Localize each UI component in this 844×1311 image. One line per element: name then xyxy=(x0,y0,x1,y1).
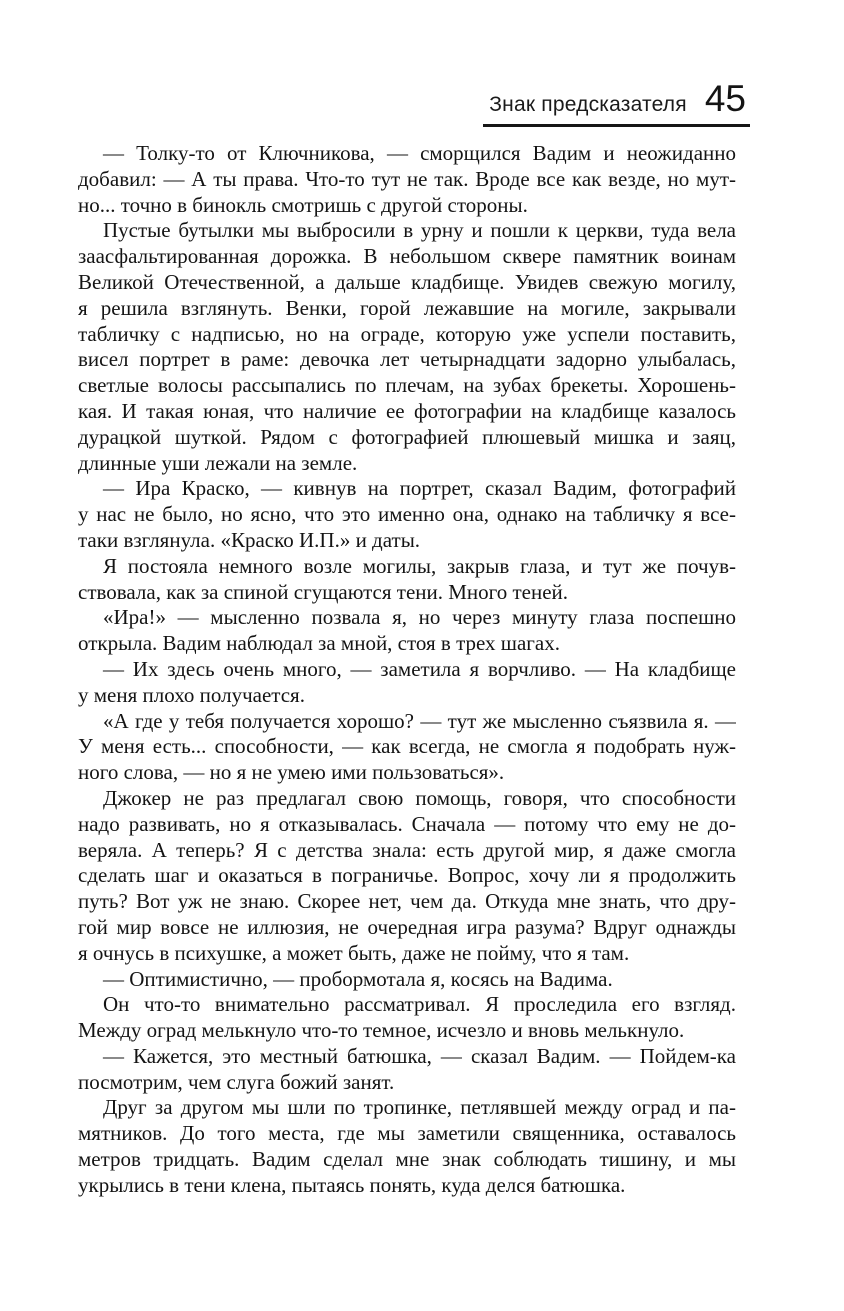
text-line: посмотрим, чем слуга божий занят. xyxy=(78,1069,395,1094)
text-line: табличку с надписью, но на ограде, которую уже успели поставить, xyxy=(78,321,736,346)
page-number: 45 xyxy=(704,78,746,119)
text-line: заасфальтированная дорожка. В небольшом сквере памятник воинам xyxy=(78,244,736,269)
text-line: сделать шаг и оказаться в пограничье. Вопрос, хочу ли я продолжить xyxy=(78,863,736,888)
text-line: путь? Вот уж не знаю. Скорее нет, чем да. Откуда мне знать, что дру- xyxy=(78,889,736,914)
text-line: мятников. До того места, где мы заметили священника, оставалось xyxy=(78,1121,736,1146)
paragraph xyxy=(78,1095,736,1198)
text-line: висел портрет в раме: девочка лет четырнадцати задорно улыбалась, xyxy=(78,347,736,372)
text-line: — Кажется, это местный батюшка, — сказал Вадим. — Пойдем-ка xyxy=(103,1043,736,1068)
text-line: у нас не было, но ясно, что это именно она, однако на табличку я все- xyxy=(78,502,736,527)
paragraph xyxy=(78,476,736,553)
text-line: — Оптимистично, — пробормотала я, косясь на Вадима. xyxy=(103,966,613,991)
paragraph xyxy=(78,141,736,218)
text-line: я решила взглянуть. Венки, горой лежавшие на могиле, закрывали xyxy=(78,295,736,320)
paragraph xyxy=(78,605,736,657)
text-line: — Их здесь очень много, — заметила я ворчливо. — На кладбище xyxy=(103,656,736,681)
text-line: Я постояла немного возле могилы, закрыв глаза, и тут же почув- xyxy=(103,553,736,578)
text-line: Великой Отечественной, а дальше кладбище. Увидев свежую могилу, xyxy=(78,269,736,294)
paragraph xyxy=(78,709,736,786)
text-line: Друг за другом мы шли по тропинке, петлявшей между оград и па- xyxy=(103,1095,736,1120)
paragraph xyxy=(78,786,736,967)
paragraph xyxy=(78,554,736,606)
text-line: веряла. А теперь? Я с детства знала: есть другой мир, я даже смогла xyxy=(78,837,736,862)
paragraph xyxy=(78,967,736,993)
text-line: длинные уши лежали на земле. xyxy=(78,450,358,475)
paragraph xyxy=(78,218,736,476)
text-line: я очнусь в психушке, а может быть, даже не пойму, что я там. xyxy=(78,940,630,965)
running-head xyxy=(483,80,750,127)
text-line: у меня плохо получается. xyxy=(78,682,305,707)
text-line: Пустые бутылки мы выбросили в урну и пошли к церкви, туда вела xyxy=(103,218,736,243)
text-line: кая. И такая юная, что наличие ее фотографии на кладбище казалось xyxy=(78,398,736,423)
text-line: дурацкой шуткой. Рядом с фотографией плюшевый мишка и заяц, xyxy=(78,424,736,449)
text-line: добавил: — А ты права. Что-то тут не так. Вроде все как везде, но мут- xyxy=(78,166,736,191)
text-line: — Толку-то от Ключникова, — сморщился Вадим и неожиданно xyxy=(103,141,736,165)
text-line: Он что-то внимательно рассматривал. Я проследила его взгляд. xyxy=(103,992,736,1017)
text-line: У меня есть... способности, — как всегда, не смогла я подобрать нуж- xyxy=(78,734,736,759)
text-line: «Ира!» — мысленно позвала я, но через минуту глаза поспешно xyxy=(103,605,736,630)
text-line: укрылись в тени клена, пытаясь понять, куда делся батюшка. xyxy=(78,1172,626,1197)
paragraph xyxy=(78,657,736,709)
text-line: светлые волосы рассыпались по плечам, на зубах брекеты. Хорошень- xyxy=(78,373,736,398)
text-line: таки взглянула. «Краско И.П.» и даты. xyxy=(78,527,421,552)
text-line: метров тридцать. Вадим сделал мне знак соблюдать тишину, и мы xyxy=(78,1147,736,1172)
running-title: Знак предсказателя xyxy=(489,93,687,116)
paragraph xyxy=(78,992,736,1044)
text-line: Между оград мелькнуло что-то темное, исчезло и вновь мелькнуло. xyxy=(78,1018,685,1043)
text-line: — Ира Краско, — кивнув на портрет, сказал Вадим, фотографий xyxy=(103,476,736,501)
text-line: Джокер не раз предлагал свою помощь, говоря, что способности xyxy=(103,785,736,810)
body-text xyxy=(78,141,736,1199)
paragraph xyxy=(78,1044,736,1096)
text-line: но... точно в бинокль смотришь с другой стороны. xyxy=(78,192,528,217)
text-line: надо развивать, но я отказывалась. Сначала — потому что ему не до- xyxy=(78,811,736,836)
text-line: ного слова, — но я не умею ими пользоваться». xyxy=(78,760,505,785)
text-line: открыла. Вадим наблюдал за мной, стоя в трех шагах. xyxy=(78,631,560,656)
text-line: «А где у тебя получается хорошо? — тут же мысленно съязвила я. — xyxy=(103,708,736,733)
text-line: ствовала, как за спиной сгущаются тени. Много теней. xyxy=(78,579,569,604)
text-line: гой мир вовсе не иллюзия, не очередная игра разума? Вдруг однажды xyxy=(78,914,736,939)
